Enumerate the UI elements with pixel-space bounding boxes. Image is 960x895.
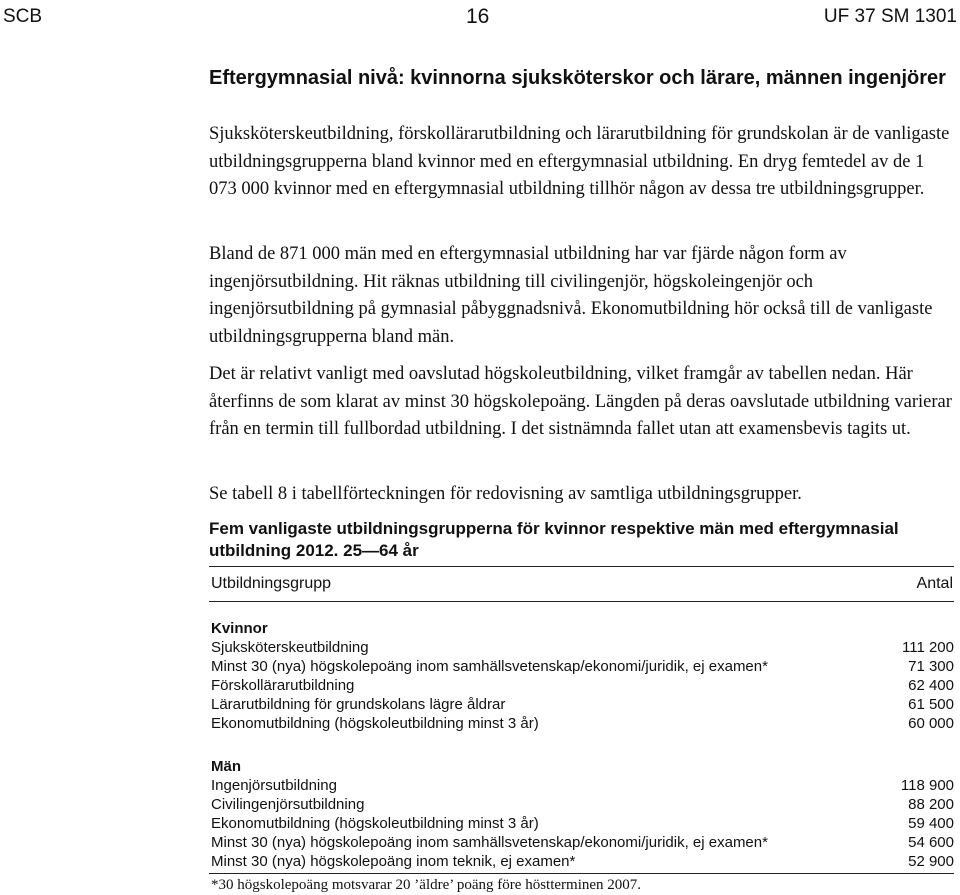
row-label: Minst 30 (nya) högskolepoäng inom samhällsvetenskap/ekonomi/juridik, ej examen* xyxy=(211,834,768,851)
group-title: Kvinnor xyxy=(211,620,268,637)
row-value: 52 900 xyxy=(908,853,954,870)
group-title: Män xyxy=(211,758,241,775)
row-label: Förskollärarutbildning xyxy=(211,677,355,694)
table-row xyxy=(211,676,954,695)
table-title: Fem vanligaste utbildningsgrupperna för kvinnor respektive män med eftergymnasial utbildning 2012. 25—64 år xyxy=(209,519,899,560)
table-row xyxy=(211,852,954,871)
table-row xyxy=(211,795,954,814)
row-value: 54 600 xyxy=(908,834,954,851)
table-row xyxy=(211,776,954,795)
paragraph-men: Bland de 871 000 män med en eftergymnasial utbildning har var fjärde någon form av ingenjörsutbildning. Hit räknas utbildning till civilingenjör, högskoleingenjör och ingenjörsutbildning på gymnasial påbyggnadsnivå. Ekonomutbildning hör också till de vanligaste utbildningsgrupperna bland män. xyxy=(209,244,933,347)
row-label: Ekonomutbildning (högskoleutbildning minst 3 år) xyxy=(211,715,539,732)
row-label: Ekonomutbildning (högskoleutbildning minst 3 år) xyxy=(211,815,539,832)
row-label: Sjuksköterskeutbildning xyxy=(211,639,369,656)
table-row xyxy=(211,695,954,714)
table-group-women xyxy=(211,620,954,733)
row-label: Minst 30 (nya) högskolepoäng inom teknik, ej examen* xyxy=(211,853,576,870)
table-row xyxy=(211,814,954,833)
paragraph-women: Sjuksköterskeutbildning, förskollärarutbildning och lärarutbildning för grundskolan är de vanligaste utbildningsgrupperna bland kvinnor med en eftergymnasial utbildning. En dryg femtedel av de 1 073 000 kvinnor med en eftergymnasial utbildning tillhör någon av dessa tre utbildningsgrupper. xyxy=(209,124,950,199)
column-header-count: Antal xyxy=(916,575,953,592)
row-label: Civilingenjörsutbildning xyxy=(211,796,365,813)
row-value: 60 000 xyxy=(908,715,954,732)
row-value: 71 300 xyxy=(908,658,954,675)
row-value: 118 900 xyxy=(900,777,954,794)
row-label: Ingenjörsutbildning xyxy=(211,777,337,794)
paragraph-incomplete-education: Det är relativt vanligt med oavslutad högskoleutbildning, vilket framgår av tabellen nedan. Här återfinns de som klarat av minst 30 högskolepoäng. Längden på deras oavslutade utbildning varierar från en termin till fullbordad utbildning. I det sistnämnda fallet utan att examensbevis tagits ut. xyxy=(209,364,952,439)
paragraph-table-reference: Se tabell 8 i tabellförteckningen för redovisning av samtliga utbildningsgrupper. xyxy=(209,484,802,504)
header-publisher: SCB xyxy=(3,6,43,27)
table-group-men xyxy=(211,758,954,871)
row-label: Minst 30 (nya) högskolepoäng inom samhällsvetenskap/ekonomi/juridik, ej examen* xyxy=(211,658,768,675)
table-footnote: *30 högskolepoäng motsvarar 20 ’äldre’ poäng före höstterminen 2007. xyxy=(211,877,642,893)
row-value: 59 400 xyxy=(908,815,954,832)
row-value: 88 200 xyxy=(908,796,954,813)
column-header-group: Utbildningsgrupp xyxy=(211,575,332,592)
table-top-rule xyxy=(209,566,954,567)
table-row xyxy=(211,638,954,657)
row-value: 61 500 xyxy=(908,696,954,713)
row-label: Lärarutbildning för grundskolans lägre åldrar xyxy=(211,696,506,713)
row-value: 111 200 xyxy=(902,639,954,656)
table-header-rule xyxy=(209,601,954,602)
table-row xyxy=(211,833,954,852)
table-row xyxy=(211,657,954,676)
header-report-code: UF 37 SM 1301 xyxy=(823,6,957,27)
table-row xyxy=(211,714,954,733)
table-bottom-rule xyxy=(209,873,954,874)
page-number: 16 xyxy=(466,5,490,28)
row-value: 62 400 xyxy=(908,677,954,694)
section-title: Eftergymnasial nivå: kvinnorna sjuksköterskor och lärare, männen ingenjörer xyxy=(209,67,946,89)
